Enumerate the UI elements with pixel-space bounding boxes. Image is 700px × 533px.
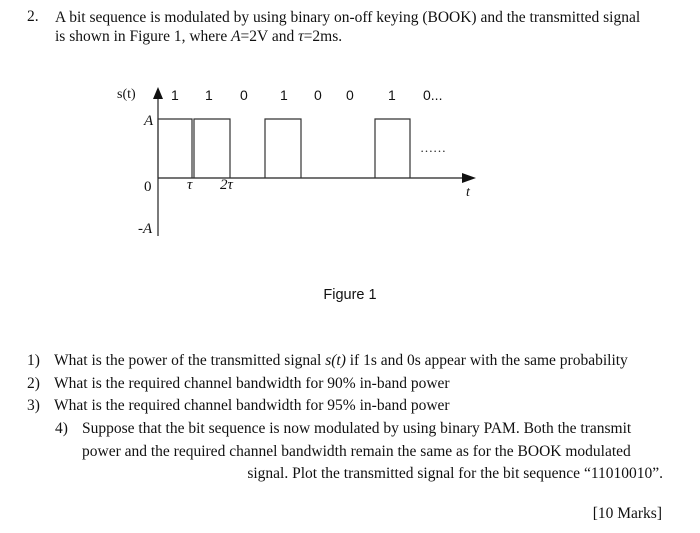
subquestion-list (27, 350, 677, 418)
subquestion-2: 2) What is the required channel bandwidth for 90% in-band power (27, 374, 450, 392)
continuation-dots: …… (420, 140, 446, 155)
marks-label: [10 Marks] (592, 505, 662, 522)
question-number: 2. (27, 8, 39, 25)
bit-label: 0... (423, 87, 443, 103)
y-axis-label: s(t) (117, 87, 136, 102)
tick-tau-label: τ (187, 177, 193, 193)
subquestion-4-line-2: power and the required channel bandwidth remain the same as for the BOOK modulated (82, 442, 631, 460)
subquestion-4-line-1: Suppose that the bit sequence is now modulated by using binary PAM. Both the transmit (82, 420, 632, 437)
pulse-2 (194, 119, 230, 178)
bit-label: 0 (240, 87, 248, 103)
level-a-label: A (144, 113, 154, 129)
x-axis-arrow (462, 173, 476, 183)
bit-label: 1 (171, 87, 179, 103)
subquestion-4-line-3: signal. Plot the transmitted signal for the bit sequence “11010010”. (247, 465, 663, 482)
bit-label: 1 (280, 87, 288, 103)
bit-label: 0 (314, 87, 322, 103)
level-zero-label: 0 (144, 179, 152, 195)
bit-label: 0 (346, 87, 354, 103)
y-axis-arrow (153, 87, 163, 99)
pulse-7 (375, 119, 410, 178)
subquestion-1: 1) What is the power of the transmitted signal s(t) if 1s and 0s appear with the same probability (27, 352, 628, 369)
x-axis-label: t (466, 185, 470, 200)
question-line-1: A bit sequence is modulated by using binary on-off keying (BOOK) and the transmitted signal (55, 9, 641, 26)
figure-caption: Figure 1 (323, 287, 377, 303)
pulse-train (158, 119, 410, 178)
tick-2tau-label: 2τ (220, 177, 233, 193)
bit-label: 1 (388, 87, 396, 103)
pulse-1 (158, 119, 192, 178)
question-line-2: is shown in Figure 1, where A=2V and τ=2ms. (55, 28, 343, 45)
bit-labels (171, 87, 442, 103)
subquestion-3: 3) What is the required channel bandwidth for 95% in-band power (27, 397, 450, 414)
pulse-4 (265, 119, 301, 178)
level-minus-a-label: -A (138, 221, 153, 237)
bit-label: 1 (205, 87, 213, 103)
